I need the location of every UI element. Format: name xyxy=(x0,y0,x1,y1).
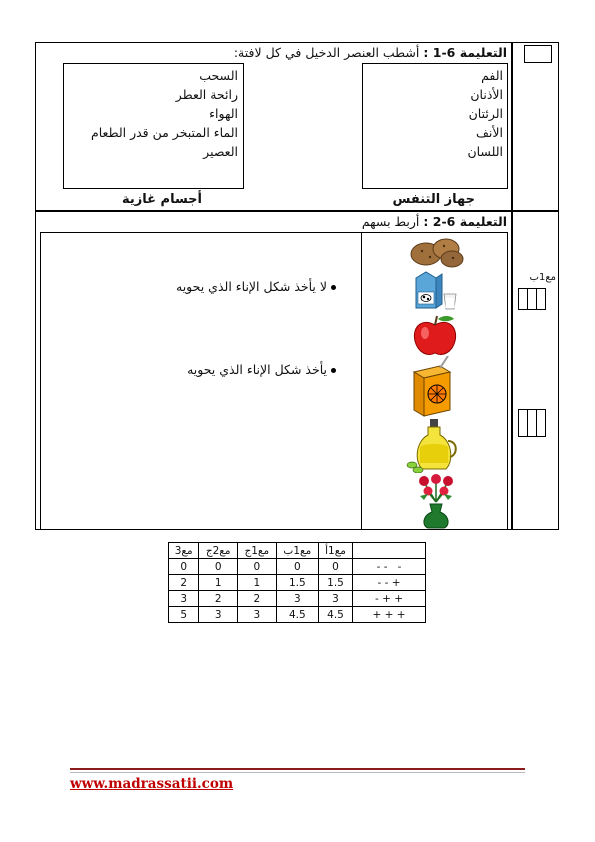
table-header: مع1ج xyxy=(237,543,276,559)
table-cell: 2 xyxy=(199,591,238,607)
table-cell: 4.5 xyxy=(276,607,318,623)
list-item[interactable]: الفم xyxy=(481,68,503,83)
table-header: مع2ج xyxy=(199,543,238,559)
list-item[interactable]: الماء المتبخر من قدر الطعام xyxy=(90,125,238,140)
table-cell: - - + xyxy=(353,575,426,591)
list-item[interactable]: الأنف xyxy=(475,125,503,140)
table-row xyxy=(169,559,426,575)
instruction1-header xyxy=(234,43,507,62)
instruction2-text: أربط بسهم xyxy=(361,214,420,229)
respiratory-caption: جهاز التنفس xyxy=(392,192,475,207)
table-cell: 3 xyxy=(199,607,238,623)
table-cell: 0 xyxy=(276,559,318,575)
footer-rule xyxy=(70,768,525,770)
footer-link[interactable]: www.madrassatii.com xyxy=(70,776,234,792)
criteria-cells-upper xyxy=(518,288,546,310)
list-item[interactable]: اللسان xyxy=(467,144,503,159)
score-cell[interactable] xyxy=(536,409,546,437)
list-item[interactable]: الرئتان xyxy=(468,106,503,121)
bullet-dot xyxy=(331,368,336,373)
table-header: مع1أ xyxy=(319,543,353,559)
table-cell: 0 xyxy=(319,559,353,575)
table-header: مع1ب xyxy=(276,543,318,559)
table-cell: 1 xyxy=(199,575,238,591)
footer-rule-shadow xyxy=(70,772,525,773)
table-cell: 1.5 xyxy=(319,575,353,591)
table-cell: + + + xyxy=(353,607,426,623)
table-header: مع3 xyxy=(169,543,199,559)
table-cell: 5 xyxy=(169,607,199,623)
table-cell: - + + xyxy=(353,591,426,607)
potatoes-icon xyxy=(408,234,466,268)
table-cell: 1.5 xyxy=(276,575,318,591)
list-item[interactable]: الهواء xyxy=(209,106,238,121)
milk-carton-icon xyxy=(412,270,458,310)
table-cell: 2 xyxy=(237,591,276,607)
table-cell: - - - xyxy=(353,559,426,575)
instruction2-header xyxy=(362,212,507,231)
oil-bottle-icon xyxy=(406,417,464,473)
list-item[interactable]: السحب xyxy=(199,68,238,83)
table-header-row xyxy=(169,543,426,559)
table-cell: 3 xyxy=(276,591,318,607)
bullet-dot xyxy=(331,285,336,290)
criteria-label: مع1ب xyxy=(529,272,556,283)
instruction2-label: التعليمة 6-2 : xyxy=(423,214,507,229)
criteria-cells-lower xyxy=(518,409,546,437)
table-cell: 4.5 xyxy=(319,607,353,623)
respiratory-list xyxy=(467,66,503,161)
gases-caption: أجسام غازية xyxy=(122,192,202,207)
table-cell: 2 xyxy=(169,575,199,591)
bullet-not-take-shape: لا يأخذ شكل الإناء الذي يحويه xyxy=(176,279,327,294)
table-row xyxy=(169,607,426,623)
table-row xyxy=(169,575,426,591)
list-item[interactable]: الأذنان xyxy=(470,87,503,102)
gases-list xyxy=(91,66,238,161)
margin-column-divider xyxy=(511,42,513,530)
apple-icon xyxy=(410,313,460,357)
score-cell[interactable] xyxy=(536,288,546,310)
bullet-takes-shape: يأخذ شكل الإناء الذي يحويه xyxy=(187,362,327,377)
table-cell: 1 xyxy=(237,575,276,591)
table-cell: 3 xyxy=(237,607,276,623)
table-header xyxy=(353,543,426,559)
table-cell: 0 xyxy=(199,559,238,575)
list-item[interactable]: العصير xyxy=(203,144,238,159)
table-row xyxy=(169,591,426,607)
rose-vase-icon xyxy=(410,472,462,530)
matching-divider xyxy=(361,232,362,530)
list-item[interactable]: رائحة العطر xyxy=(175,87,238,102)
instruction1-label: التعليمة 6-1 : xyxy=(423,45,507,60)
table-cell: 0 xyxy=(237,559,276,575)
score-table xyxy=(168,542,426,623)
table-cell: 3 xyxy=(319,591,353,607)
table-cell: 0 xyxy=(169,559,199,575)
instruction1-text: أشطب العنصر الدخيل في كل لافتة: xyxy=(233,45,420,60)
table-cell: 3 xyxy=(169,591,199,607)
score-square xyxy=(524,45,552,63)
juice-box-icon xyxy=(410,356,456,418)
